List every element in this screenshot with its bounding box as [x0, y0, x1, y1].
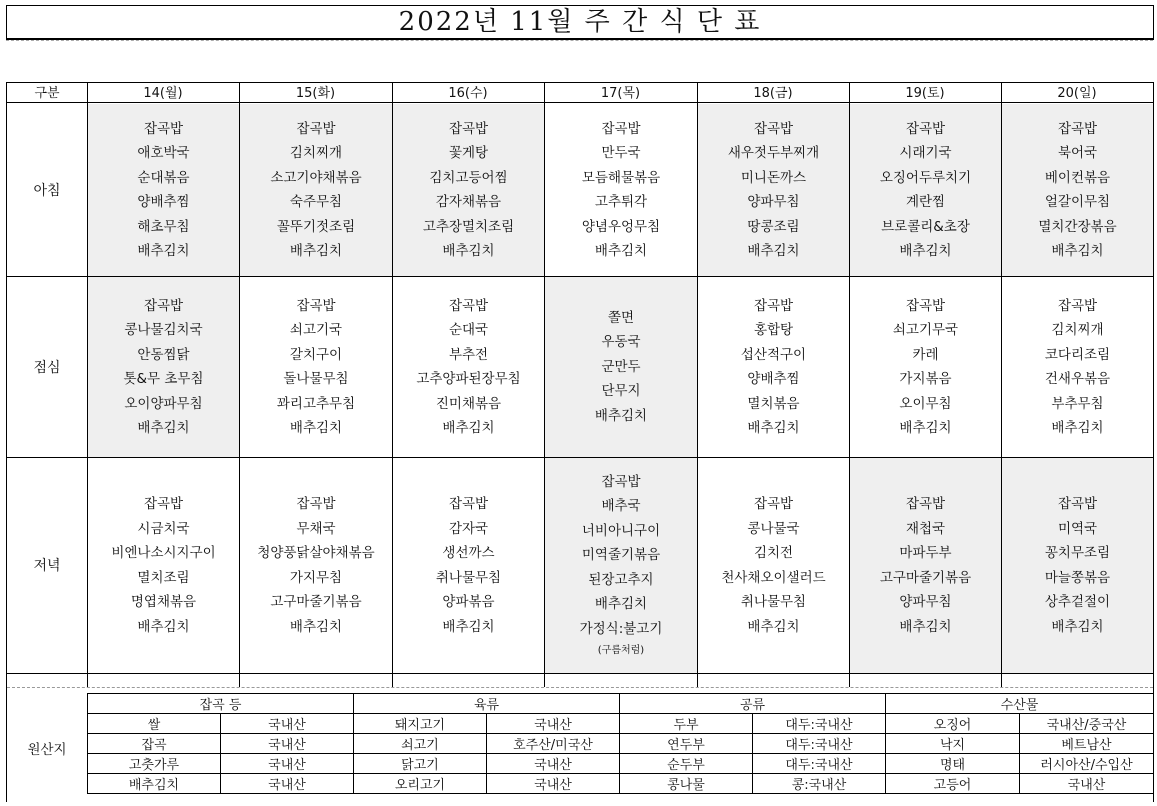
menu-item: 부추무침 — [1051, 395, 1104, 412]
origin-row — [88, 734, 1154, 754]
origin-cell: 닭고기 — [354, 754, 487, 774]
menu-item: 너비아니구이 — [581, 522, 661, 539]
menu-item: 가지볶음 — [899, 371, 952, 387]
menu-cell — [88, 458, 239, 673]
header-day: 17(목) — [544, 82, 697, 103]
row-label-breakfast: 아침 — [33, 183, 61, 199]
header-day: 16(수) — [392, 82, 544, 103]
menu-item: 잡곡밥 — [296, 496, 336, 512]
menu-item: 진미채볶음 — [435, 395, 502, 412]
menu-item: 꽃게탕 — [448, 145, 489, 161]
menu-item: 배추김치 — [899, 420, 952, 436]
menu-item: 섭산적구이 — [740, 346, 807, 363]
row-label-dinner: 저녁 — [33, 558, 61, 574]
menu-item: 배추김치 — [747, 243, 800, 259]
menu-item: 순대볶음 — [137, 169, 190, 186]
menu-item: 멸치간장볶음 — [1038, 218, 1117, 235]
dashed-divider — [7, 687, 1153, 688]
menu-cell — [545, 277, 697, 457]
menu-item: 부추전 — [448, 346, 489, 363]
origin-cell: 대두:국내산 — [753, 714, 886, 734]
menu-item: 잡곡밥 — [448, 496, 489, 512]
menu-item: 단무지 — [601, 383, 641, 400]
origin-cell: 잡곡 — [88, 734, 221, 754]
origin-cell: 오리고기 — [354, 774, 487, 794]
menu-cell — [88, 104, 239, 276]
menu-item: 꽁치무조림 — [1044, 545, 1111, 561]
menu-cell — [850, 104, 1001, 276]
menu-item: 잡곡밥 — [905, 496, 946, 512]
menu-item: 비엔나소시지구이 — [111, 545, 216, 561]
origin-cell: 국내산 — [487, 714, 620, 734]
menu-item: 양념우엉무침 — [581, 218, 661, 235]
menu-item: 배추김치 — [1051, 618, 1104, 635]
menu-item: 안동찜닭 — [137, 346, 190, 363]
header-day: 15(화) — [239, 82, 392, 103]
menu-item: 멸치볶음 — [747, 395, 800, 412]
origin-cell: 국내산/중국산 — [1020, 714, 1154, 734]
origin-cell: 명태 — [886, 754, 1020, 774]
menu-cell — [698, 104, 849, 276]
menu-item: 잡곡밥 — [448, 120, 489, 137]
menu-item: 배추김치 — [137, 420, 190, 436]
menu-item: 배추김치 — [442, 243, 495, 259]
divider — [6, 40, 1153, 41]
menu-cell — [240, 104, 392, 276]
menu-sheet — [6, 82, 1154, 802]
menu-item: 새우젓두부찌개 — [727, 145, 820, 161]
menu-item: 쫄면 — [607, 309, 635, 326]
menu-cell — [393, 458, 544, 673]
menu-item: 고추장멸치조림 — [422, 218, 515, 235]
menu-item: 잡곡밥 — [1057, 297, 1098, 314]
menu-note: (구름처럼) — [597, 645, 645, 657]
menu-item: 배추김치 — [289, 420, 343, 436]
menu-item: 건새우볶음 — [1044, 371, 1111, 387]
menu-item: 가정식:불고기 — [579, 620, 663, 637]
menu-item: 카레 — [912, 346, 939, 363]
menu-item: 김치전 — [753, 545, 794, 561]
menu-item: 숙주무침 — [289, 194, 343, 210]
menu-cell — [393, 277, 544, 457]
menu-item: 군만두 — [601, 358, 641, 375]
menu-item: 배추김치 — [594, 596, 648, 613]
menu-cell — [545, 458, 697, 673]
menu-item: 땅콩조림 — [747, 218, 800, 235]
menu-item: 잡곡밥 — [296, 120, 336, 137]
menu-item: 김치찌개 — [289, 145, 343, 161]
origin-cell: 국내산 — [1020, 774, 1154, 794]
menu-cell — [1002, 277, 1153, 457]
header-day: 18(금) — [697, 82, 849, 103]
menu-item: 김치찌개 — [1051, 322, 1104, 338]
menu-item: 해초무침 — [137, 218, 190, 235]
menu-item: 명엽채볶음 — [130, 594, 197, 610]
origin-cell: 대두:국내산 — [753, 754, 886, 774]
menu-item: 잡곡밥 — [753, 297, 794, 314]
origin-cell: 낙지 — [886, 734, 1020, 754]
menu-item: 홍합탕 — [753, 322, 794, 338]
menu-item: 고추양파된장무침 — [416, 371, 521, 387]
menu-cell — [545, 104, 697, 276]
menu-item: 배추김치 — [594, 407, 648, 424]
menu-item: 시래기국 — [899, 145, 952, 161]
menu-item: 오이무침 — [899, 395, 952, 412]
menu-item: 잡곡밥 — [143, 120, 184, 137]
origin-cell: 순두부 — [620, 754, 753, 774]
menu-item: 꼴뚜기젓조림 — [276, 218, 356, 235]
origin-label: 원산지 — [27, 741, 67, 758]
origin-row — [88, 774, 1154, 794]
menu-item: 멸치조림 — [137, 569, 190, 586]
menu-item: 코다리조림 — [1044, 346, 1111, 363]
menu-item: 미니돈까스 — [740, 169, 807, 186]
origin-cell: 연두부 — [620, 734, 753, 754]
menu-item: 마늘쫑볶음 — [1044, 569, 1111, 586]
origin-cell: 배추김치 — [88, 774, 221, 794]
origin-cell: 국내산 — [221, 714, 354, 734]
menu-item: 쇠고기국 — [289, 322, 343, 338]
menu-item: 잡곡밥 — [143, 297, 184, 314]
menu-item: 양배추찜 — [747, 371, 800, 387]
row-label-lunch: 점심 — [33, 360, 61, 376]
menu-item: 취나물무침 — [740, 594, 807, 610]
menu-item: 모듬해물볶음 — [581, 169, 661, 186]
menu-item: 배추김치 — [747, 420, 800, 436]
menu-item: 양배추찜 — [137, 194, 190, 210]
menu-item: 우동국 — [601, 334, 641, 351]
menu-cell — [393, 104, 544, 276]
menu-item: 배추김치 — [594, 243, 648, 259]
menu-item: 양파무침 — [899, 594, 952, 610]
menu-item: 배추김치 — [137, 618, 190, 635]
menu-item: 재첩국 — [905, 520, 946, 537]
menu-item: 고구마줄기볶음 — [270, 594, 362, 610]
header-day: 19(토) — [849, 82, 1001, 103]
menu-item: 잡곡밥 — [753, 496, 794, 512]
menu-item: 김치고등어찜 — [429, 169, 508, 186]
origin-cell: 고등어 — [886, 774, 1020, 794]
menu-item: 잡곡밥 — [601, 473, 641, 490]
origin-cell: 국내산 — [221, 754, 354, 774]
menu-item: 배추김치 — [899, 243, 952, 259]
menu-item: 브로콜리&초장 — [881, 218, 970, 235]
origin-category: 육류 — [354, 694, 620, 714]
menu-item: 청양풍닭살야채볶음 — [257, 545, 375, 561]
row-divider — [7, 673, 1153, 674]
menu-cell — [698, 458, 849, 673]
header-day: 14(월) — [87, 82, 239, 103]
origin-cell: 국내산 — [487, 774, 620, 794]
menu-item: 얼갈이무침 — [1044, 194, 1111, 210]
menu-item: 된장고추지 — [588, 571, 654, 588]
origin-category: 공류 — [620, 694, 886, 714]
origin-cell: 쇠고기 — [354, 734, 487, 754]
menu-item: 만두국 — [601, 145, 641, 161]
menu-cell — [240, 458, 392, 673]
menu-cell — [850, 277, 1001, 457]
menu-item: 배추김치 — [289, 618, 343, 635]
menu-item: 양파무침 — [747, 194, 800, 210]
menu-item: 잡곡밥 — [905, 297, 946, 314]
menu-item: 잡곡밥 — [143, 496, 184, 512]
menu-item: 배추김치 — [899, 618, 952, 635]
menu-item: 마파두부 — [899, 545, 952, 561]
origin-cell: 대두:국내산 — [753, 734, 886, 754]
menu-item: 꽈리고추무침 — [276, 395, 356, 412]
origin-cell: 돼지고기 — [354, 714, 487, 734]
menu-cell — [88, 277, 239, 457]
origin-category: 수산물 — [886, 694, 1154, 714]
origin-cell: 고춧가루 — [88, 754, 221, 774]
origin-cell: 쌀 — [88, 714, 221, 734]
menu-item: 배추김치 — [747, 618, 800, 635]
page-title: 2022년 11월 주 간 식 단 표 — [6, 5, 1154, 40]
origin-row — [88, 754, 1154, 774]
origin-table — [87, 693, 1154, 794]
menu-item: 배추김치 — [289, 243, 343, 259]
menu-cell — [698, 277, 849, 457]
menu-item: 잡곡밥 — [1057, 496, 1098, 512]
menu-cell — [240, 277, 392, 457]
menu-item: 잡곡밥 — [448, 297, 489, 314]
menu-item: 소고기야채볶음 — [270, 169, 362, 186]
menu-item: 콩나물국 — [747, 520, 800, 537]
menu-item: 베이컨볶음 — [1044, 169, 1111, 186]
menu-item: 미역국 — [1057, 520, 1098, 537]
menu-item: 양파볶음 — [442, 594, 495, 610]
origin-cell: 국내산 — [221, 774, 354, 794]
menu-item: 미역줄기볶음 — [581, 547, 661, 564]
header-day: 20(일) — [1001, 82, 1153, 103]
origin-cell: 콩나물 — [620, 774, 753, 794]
menu-item: 애호박국 — [137, 145, 190, 161]
menu-item: 생선까스 — [442, 545, 495, 561]
menu-item: 북어국 — [1057, 145, 1098, 161]
menu-item: 잡곡밥 — [601, 120, 641, 137]
menu-item: 순대국 — [448, 322, 489, 338]
menu-item: 잡곡밥 — [296, 297, 336, 314]
menu-item: 계란찜 — [905, 194, 946, 210]
menu-cell — [1002, 104, 1153, 276]
origin-category: 잡곡 등 — [88, 694, 354, 714]
origin-cell: 러시아산/수입산 — [1020, 754, 1154, 774]
origin-row — [88, 714, 1154, 734]
origin-cell: 베트남산 — [1020, 734, 1154, 754]
menu-item: 가지무침 — [289, 569, 343, 586]
menu-cell — [850, 458, 1001, 673]
origin-cell: 콩:국내산 — [753, 774, 886, 794]
menu-item: 배추김치 — [137, 243, 190, 259]
menu-item: 오이양파무침 — [124, 395, 203, 412]
menu-item: 무채국 — [296, 520, 336, 537]
menu-item: 천사채오이샐러드 — [721, 569, 826, 586]
menu-item: 배추국 — [601, 498, 641, 515]
menu-item: 고구마줄기볶음 — [879, 569, 972, 586]
menu-item: 배추김치 — [1051, 420, 1104, 436]
menu-cell — [1002, 458, 1153, 673]
origin-cell: 오징어 — [886, 714, 1020, 734]
menu-item: 고추튀각 — [594, 194, 648, 210]
menu-item: 취나물무침 — [435, 569, 502, 586]
menu-item: 감자채볶음 — [435, 194, 502, 210]
header-label: 구분 — [7, 82, 87, 103]
origin-cell: 국내산 — [487, 754, 620, 774]
menu-item: 잡곡밥 — [753, 120, 794, 137]
menu-item: 돌나물무침 — [283, 371, 349, 387]
menu-item: 시금치국 — [137, 520, 190, 537]
menu-item: 배추김치 — [442, 420, 495, 436]
origin-cell: 호주산/미국산 — [487, 734, 620, 754]
menu-item: 갈치구이 — [289, 346, 343, 363]
menu-item: 톳&무 초무침 — [123, 371, 204, 387]
menu-item: 오징어두루치기 — [879, 169, 972, 186]
menu-item: 잡곡밥 — [1057, 120, 1098, 137]
menu-item: 쇠고기무국 — [892, 322, 959, 338]
menu-item: 잡곡밥 — [905, 120, 946, 137]
menu-item: 배추김치 — [1051, 243, 1104, 259]
origin-cell: 두부 — [620, 714, 753, 734]
menu-item: 배추김치 — [442, 618, 495, 635]
menu-item: 상추겉절이 — [1044, 594, 1111, 610]
menu-item: 콩나물김치국 — [124, 322, 203, 338]
menu-item: 감자국 — [448, 520, 489, 537]
origin-cell: 국내산 — [221, 734, 354, 754]
